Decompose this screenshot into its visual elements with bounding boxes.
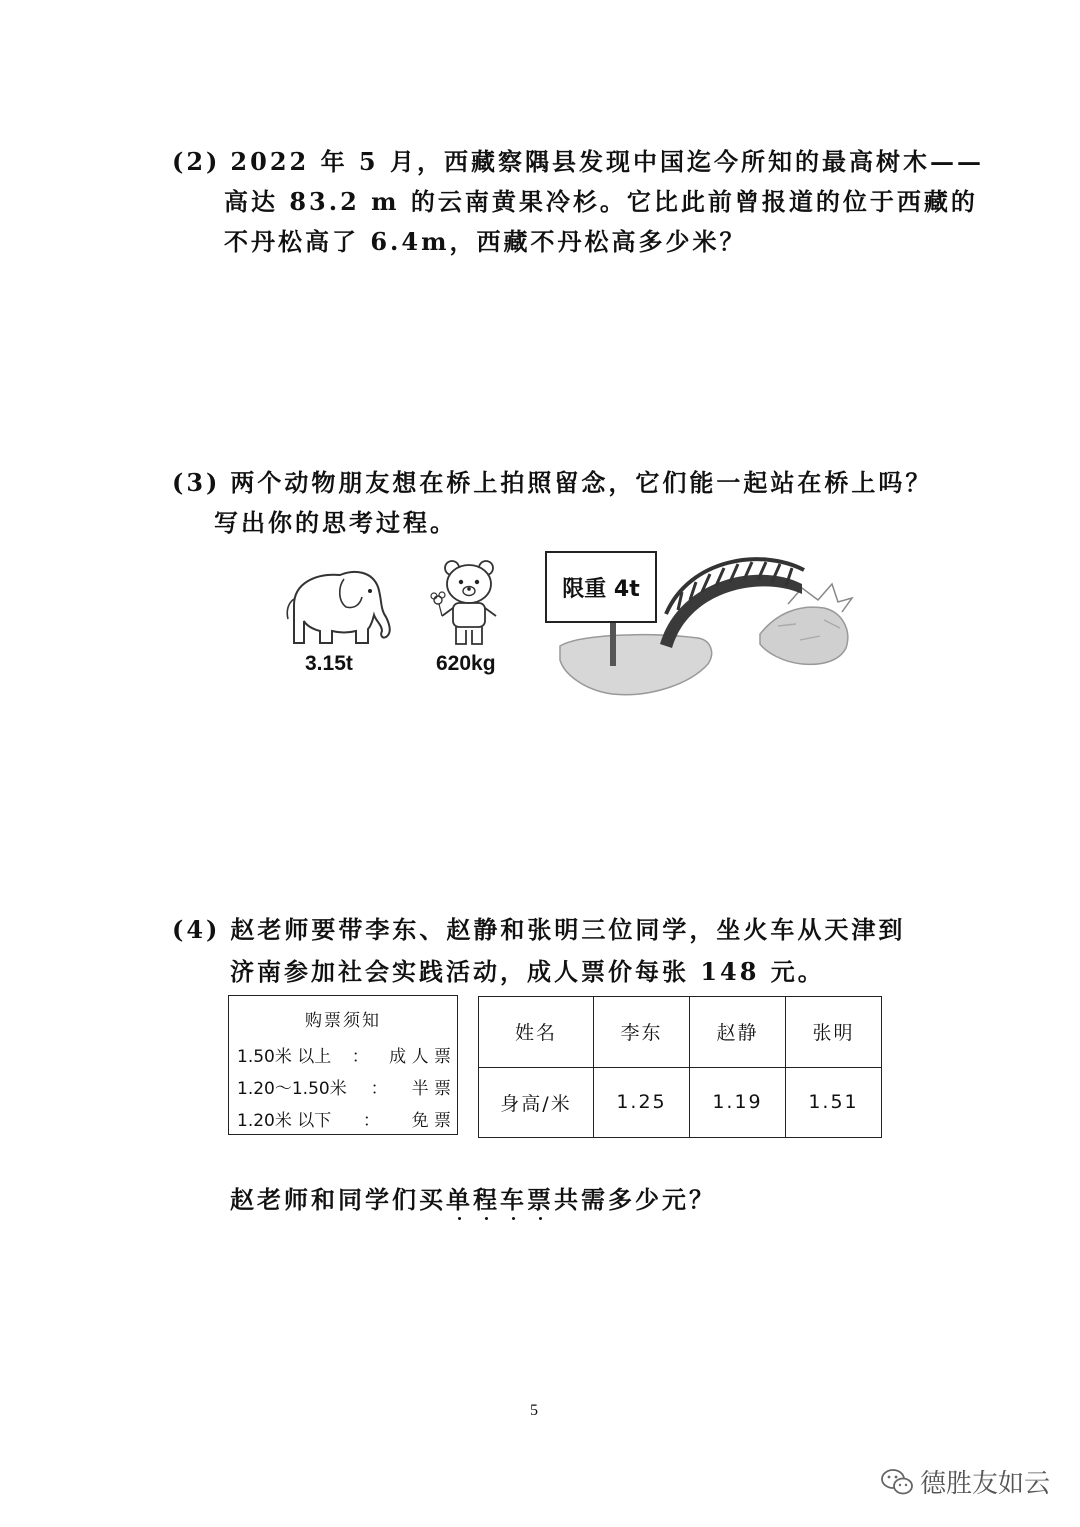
watermark-text: 德胜友如云 xyxy=(920,1469,1051,1499)
q3-text-1: 两个动物朋友想在桥上拍照留念，它们能一起站在桥上吗？ xyxy=(230,468,933,497)
q4-question-end: 共需多少元？ xyxy=(554,1185,716,1214)
table-cell: 赵静 xyxy=(690,997,786,1068)
table-cell: 张明 xyxy=(786,997,882,1068)
q3-number: (3) xyxy=(172,468,221,497)
page-number: 5 xyxy=(530,1402,538,1419)
q2-text-1: 2022 年 5 月，西藏察隅县发现中国迄今所知的最高树木—— xyxy=(230,147,984,176)
notice-colon: ： xyxy=(362,1111,380,1131)
weight-limit-sign xyxy=(545,551,657,623)
notice-type: 免 票 xyxy=(411,1111,451,1131)
elephant-weight: 3.15t xyxy=(305,652,353,675)
ticket-notice-box xyxy=(228,995,458,1135)
height-table xyxy=(478,996,882,1138)
emphasis-char: 车 xyxy=(500,1185,527,1214)
q3-line-2: 写出你的思考过程。 xyxy=(214,508,457,537)
weight-limit-text: 限重 4t xyxy=(562,576,640,602)
notice-row xyxy=(237,1074,451,1099)
notice-range: 1.20～1.50米 xyxy=(237,1079,347,1099)
emphasis-char: 单 xyxy=(446,1185,473,1214)
notice-row xyxy=(237,1042,451,1067)
table-row xyxy=(479,1067,882,1138)
table-cell: 姓名 xyxy=(479,997,594,1068)
notice-colon: ： xyxy=(351,1047,369,1067)
q4-line-2: 济南参加社会实践活动，成人票价每张 148 元。 xyxy=(230,957,825,986)
q4-question-emphasis xyxy=(446,1185,554,1214)
table-cell: 李东 xyxy=(594,997,690,1068)
table-cell: 1.51 xyxy=(786,1067,882,1138)
watermark xyxy=(880,1463,1050,1500)
q3-line-1 xyxy=(172,463,932,498)
table-cell: 身高/米 xyxy=(479,1067,594,1138)
q4-number: (4) xyxy=(172,915,221,944)
notice-row xyxy=(237,1106,451,1131)
table-cell: 1.25 xyxy=(594,1067,690,1138)
notice-colon: ： xyxy=(370,1079,388,1099)
q2-line-2: 高达 83.2 m 的云南黄果冷杉。它比此前曾报道的位于西藏的 xyxy=(224,187,978,216)
q2-number: (2) xyxy=(172,147,221,176)
notice-title: 购票须知 xyxy=(305,1011,381,1031)
wechat-icon xyxy=(880,1467,914,1497)
q2-line-1 xyxy=(172,142,984,177)
bear-icon xyxy=(430,558,506,650)
table-cell: 1.19 xyxy=(690,1067,786,1138)
q4-line-1 xyxy=(172,910,905,945)
elephant-icon xyxy=(282,565,404,647)
notice-range: 1.20米 以下 xyxy=(237,1111,332,1131)
notice-type: 半 票 xyxy=(411,1079,451,1099)
emphasis-char: 程 xyxy=(473,1185,500,1214)
bear-weight: 620kg xyxy=(436,652,496,675)
emphasis-char: 票 xyxy=(527,1185,554,1214)
notice-type: 成 人 票 xyxy=(389,1047,451,1067)
notice-range: 1.50米 以上 xyxy=(237,1047,332,1067)
table-header-row xyxy=(479,997,882,1068)
q4-question xyxy=(230,1180,716,1215)
q4-question-start: 赵老师和同学们买 xyxy=(230,1185,446,1214)
q2-line-3: 不丹松高了 6.4m，西藏不丹松高多少米？ xyxy=(224,227,747,256)
q4-text-1: 赵老师要带李东、赵静和张明三位同学，坐火车从天津到 xyxy=(230,915,906,944)
